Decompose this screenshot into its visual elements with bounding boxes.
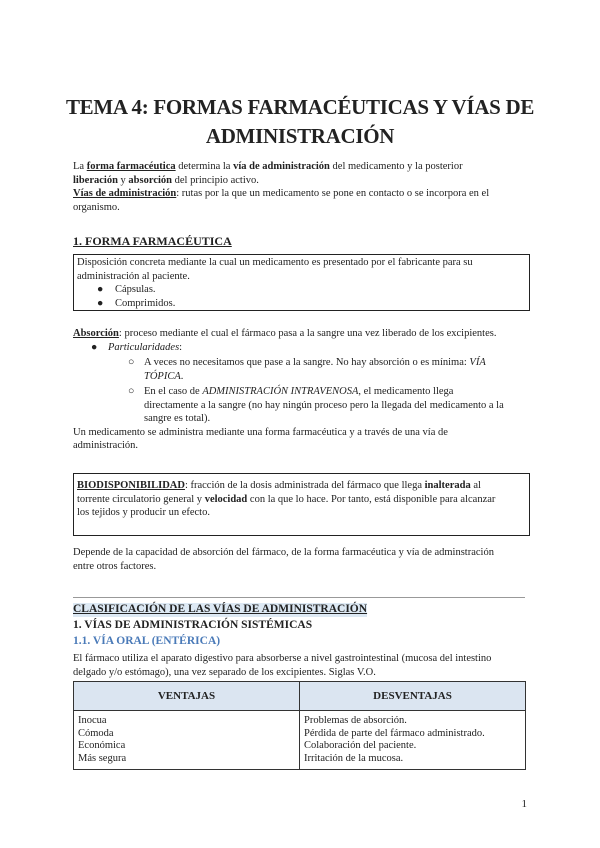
absorcion-section: Absorción: proceso mediante el cual el fármaco pasa a la sangre una vez liberado de los excipientes. ● Particularidades: ○ A veces no necesitamos que pase a la sangre. No hay absorción o es mínima: VÍA TÓPICA. ○ En el caso de ADMINISTRACIÓN INTRAVENOSA, el medicamento llega directamente a la sangre (no hay ningún proceso pero la llegada del medicamento a la sangre es total). Un medicamento se administra mediante una forma farmacéutica y a través de una vía de administración. xyxy=(73,328,504,451)
ventajas-cell: Inocua Cómoda Económica Más segura xyxy=(74,711,300,770)
section-heading-forma: 1. FORMA FARMACÉUTICA xyxy=(73,234,232,248)
bullet-icon: ● xyxy=(91,341,98,353)
table-header-ventajas: VENTAJAS xyxy=(74,682,300,711)
biodisponibilidad-box: BIODISPONIBILIDAD: fracción de la dosis administrada del fármaco que llega inalterada al torrente circulatorio general y velocidad con la que lo hace. Por tanto, está disponible para alcanzar los tejidos y producir un efecto. xyxy=(73,473,530,536)
table-row xyxy=(74,711,526,770)
bullet-icon: ● xyxy=(97,284,104,295)
clasificacion-heading: CLASIFICACIÓN DE LAS VÍAS DE ADMINISTRACIÓN xyxy=(73,603,368,615)
depende-paragraph: Depende de la capacidad de absorción del fármaco, de la forma farmacéutica y vía de adminstración entre otros factores. xyxy=(73,547,494,572)
via-oral-heading: 1.1. VÍA ORAL (ENTÉRICA) xyxy=(73,635,221,647)
ventajas-table xyxy=(73,681,526,770)
intro-paragraph: La forma farmacéutica determina la vía de administración del medicamento y la posterior liberación y absorción del principio activo. Vías de administración: rutas por la que un medicamento se pone en contacto o se incorpora en el organismo. xyxy=(73,161,490,213)
page-title: TEMA 4: FORMAS FARMACÉUTICAS Y VÍAS DE ADMINISTRACIÓN xyxy=(65,95,535,148)
circle-bullet-icon: ○ xyxy=(128,386,135,397)
desventajas-cell: Problemas de absorción. Pérdida de parte del fármaco administrado. Colaboración del paciente. Irritación de la mucosa. xyxy=(300,711,526,770)
circle-bullet-icon: ○ xyxy=(128,357,135,368)
bullet-icon: ● xyxy=(97,297,104,309)
list-item: ● Comprimidos. xyxy=(97,297,176,309)
page-number: 1 xyxy=(521,798,527,810)
definition-box: Disposición concreta mediante la cual un medicamento es presentado por el fabricante para su administración al paciente. ● Cápsulas. ● Comprimidos. xyxy=(73,254,530,311)
table-header-desventajas: DESVENTAJAS xyxy=(300,682,526,711)
divider xyxy=(73,597,525,598)
vias-sistemicas-heading: 1. VÍAS DE ADMINISTRACIÓN SISTÉMICAS xyxy=(73,619,313,631)
list-item: ● Cápsulas. xyxy=(97,284,156,295)
via-oral-paragraph: El fármaco utiliza el aparato digestivo para absorberse a nivel gastrointestinal (mucosa del intestino delgado y/o estómago), una vez separado de los excipientes. Siglas V.O. xyxy=(73,653,492,678)
